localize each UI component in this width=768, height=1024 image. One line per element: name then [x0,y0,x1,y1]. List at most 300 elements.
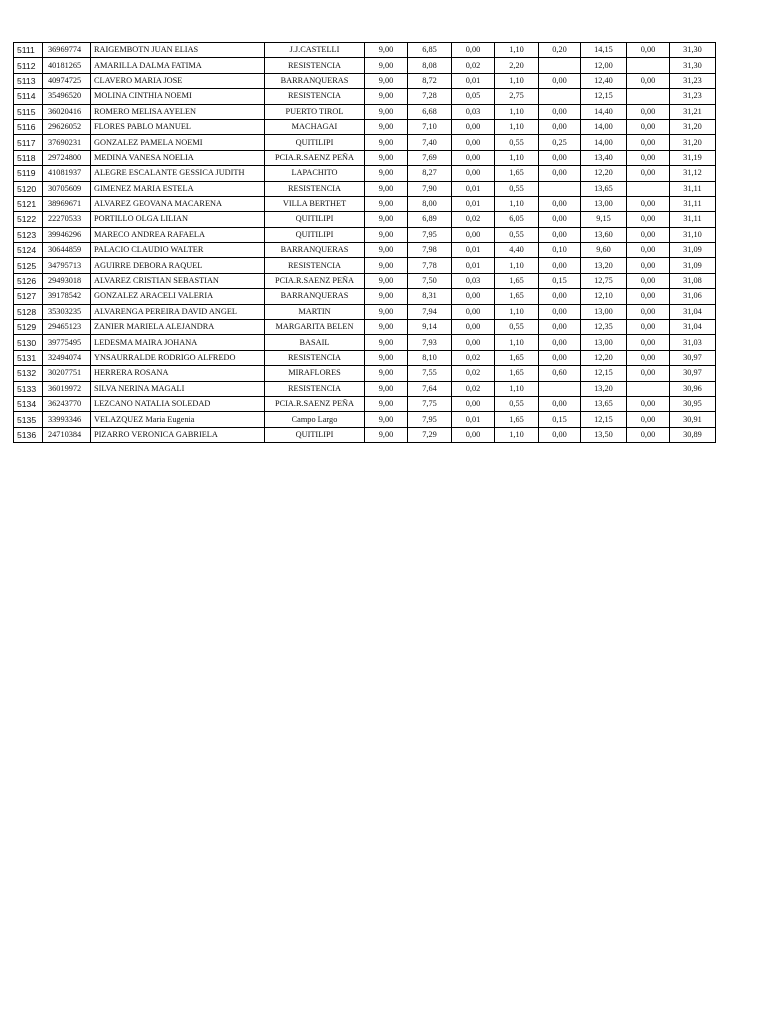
full-name-cell: VELAZQUEZ Maria Eugenia [91,412,265,427]
score-col-7-cell: 0,00 [627,119,670,134]
score-col-5-cell: 0,00 [539,104,581,119]
score-col-4-cell: 2,75 [495,89,539,104]
score-col-5-cell: 0,00 [539,335,581,350]
table-row [14,212,716,227]
order-number-cell: 5116 [14,119,43,134]
score-col-1-cell: 9,00 [365,335,408,350]
score-col-5-cell: 0,00 [539,196,581,211]
score-col-7-cell: 0,00 [627,150,670,165]
score-col-7-cell: 0,00 [627,212,670,227]
score-col-3-cell: 0,00 [452,227,495,242]
order-number-cell: 5113 [14,73,43,88]
total-score-cell: 31,08 [670,273,716,288]
score-col-5-cell: 0,20 [539,43,581,58]
score-col-3-cell: 0,00 [452,335,495,350]
score-col-1-cell: 9,00 [365,243,408,258]
dni-cell: 36243770 [43,396,91,411]
score-col-4-cell: 0,55 [495,320,539,335]
locality-cell: MIRAFLORES [265,366,365,381]
score-col-1-cell: 9,00 [365,304,408,319]
score-col-4-cell: 1,10 [495,335,539,350]
table-row [14,396,716,411]
order-number-cell: 5123 [14,227,43,242]
score-col-3-cell: 0,02 [452,366,495,381]
score-col-6-cell: 14,40 [581,104,627,119]
score-col-4-cell: 1,65 [495,166,539,181]
score-col-1-cell: 9,00 [365,73,408,88]
dni-cell: 40974725 [43,73,91,88]
table-row [14,119,716,134]
order-number-cell: 5117 [14,135,43,150]
score-col-1-cell: 9,00 [365,258,408,273]
score-col-3-cell: 0,01 [452,181,495,196]
score-col-1-cell: 9,00 [365,135,408,150]
score-col-3-cell: 0,00 [452,119,495,134]
table-row [14,335,716,350]
order-number-cell: 5127 [14,289,43,304]
score-col-5-cell: 0,00 [539,427,581,442]
locality-cell: PUERTO TIROL [265,104,365,119]
table-row [14,89,716,104]
score-col-6-cell: 9,15 [581,212,627,227]
score-col-4-cell: 4,40 [495,243,539,258]
score-col-2-cell: 8,00 [408,196,452,211]
score-col-7-cell: 0,00 [627,73,670,88]
dni-cell: 32494074 [43,350,91,365]
score-col-4-cell: 1,10 [495,119,539,134]
locality-cell: RESISTENCIA [265,58,365,73]
locality-cell: PCIA.R.SAENZ PEÑA [265,273,365,288]
table-row [14,73,716,88]
dni-cell: 33993346 [43,412,91,427]
locality-cell: BARRANQUERAS [265,73,365,88]
total-score-cell: 31,03 [670,335,716,350]
score-col-7-cell: 0,00 [627,396,670,411]
score-col-7-cell: 0,00 [627,43,670,58]
table-row [14,273,716,288]
score-col-5-cell: 0,00 [539,73,581,88]
score-col-7-cell: 0,00 [627,227,670,242]
score-col-2-cell: 7,55 [408,366,452,381]
score-col-6-cell: 13,50 [581,427,627,442]
dni-cell: 34795713 [43,258,91,273]
score-col-6-cell: 13,40 [581,150,627,165]
total-score-cell: 31,20 [670,135,716,150]
score-col-1-cell: 9,00 [365,119,408,134]
score-col-7-cell: 0,00 [627,320,670,335]
score-col-5-cell [539,58,581,73]
score-col-7-cell: 0,00 [627,135,670,150]
score-col-7-cell: 0,00 [627,196,670,211]
score-col-1-cell: 9,00 [365,104,408,119]
score-col-4-cell: 1,10 [495,196,539,211]
locality-cell: RESISTENCIA [265,381,365,396]
full-name-cell: MEDINA VANESA NOELIA [91,150,265,165]
score-col-7-cell: 0,00 [627,366,670,381]
order-number-cell: 5122 [14,212,43,227]
score-col-4-cell: 2,20 [495,58,539,73]
score-col-3-cell: 0,05 [452,89,495,104]
table-row [14,166,716,181]
score-col-1-cell: 9,00 [365,150,408,165]
order-number-cell: 5115 [14,104,43,119]
total-score-cell: 31,04 [670,320,716,335]
score-col-7-cell: 0,00 [627,412,670,427]
total-score-cell: 31,11 [670,212,716,227]
score-col-2-cell: 7,95 [408,227,452,242]
score-col-7-cell: 0,00 [627,427,670,442]
total-score-cell: 30,95 [670,396,716,411]
full-name-cell: CLAVERO MARIA JOSE [91,73,265,88]
total-score-cell: 31,09 [670,243,716,258]
order-number-cell: 5124 [14,243,43,258]
order-number-cell: 5120 [14,181,43,196]
score-col-6-cell: 12,15 [581,412,627,427]
score-col-5-cell [539,181,581,196]
table-row [14,427,716,442]
locality-cell: LAPACHITO [265,166,365,181]
score-col-4-cell: 1,65 [495,273,539,288]
total-score-cell: 31,20 [670,119,716,134]
locality-cell: BASAIL [265,335,365,350]
score-col-2-cell: 7,69 [408,150,452,165]
dni-cell: 30644859 [43,243,91,258]
total-score-cell: 30,91 [670,412,716,427]
table-row [14,243,716,258]
score-col-3-cell: 0,00 [452,43,495,58]
total-score-cell: 31,11 [670,181,716,196]
locality-cell: VILLA BERTHET [265,196,365,211]
total-score-cell: 31,30 [670,43,716,58]
dni-cell: 29724800 [43,150,91,165]
dni-cell: 41081937 [43,166,91,181]
score-col-3-cell: 0,00 [452,135,495,150]
score-col-2-cell: 7,50 [408,273,452,288]
locality-cell: QUITILIPI [265,212,365,227]
order-number-cell: 5134 [14,396,43,411]
full-name-cell: GONZALEZ PAMELA NOEMI [91,135,265,150]
score-col-4-cell: 1,65 [495,289,539,304]
locality-cell: QUITILIPI [265,227,365,242]
total-score-cell: 31,23 [670,73,716,88]
score-col-2-cell: 7,93 [408,335,452,350]
full-name-cell: GONZALEZ ARACELI VALERIA [91,289,265,304]
order-number-cell: 5129 [14,320,43,335]
score-col-1-cell: 9,00 [365,58,408,73]
score-col-3-cell: 0,02 [452,350,495,365]
ranking-table-body [14,43,716,443]
score-col-6-cell: 12,10 [581,289,627,304]
score-col-6-cell: 14,00 [581,119,627,134]
total-score-cell: 31,21 [670,104,716,119]
locality-cell: RESISTENCIA [265,258,365,273]
table-row [14,320,716,335]
score-col-6-cell: 13,00 [581,304,627,319]
dni-cell: 29465123 [43,320,91,335]
score-col-7-cell: 0,00 [627,166,670,181]
score-col-6-cell: 12,20 [581,166,627,181]
locality-cell: BARRANQUERAS [265,289,365,304]
score-col-2-cell: 8,31 [408,289,452,304]
score-col-4-cell: 1,10 [495,381,539,396]
order-number-cell: 5128 [14,304,43,319]
full-name-cell: GIMENEZ MARIA ESTELA [91,181,265,196]
score-col-5-cell: 0,00 [539,227,581,242]
total-score-cell: 31,04 [670,304,716,319]
score-col-5-cell: 0,00 [539,166,581,181]
dni-cell: 39775495 [43,335,91,350]
order-number-cell: 5133 [14,381,43,396]
score-col-4-cell: 1,10 [495,258,539,273]
score-col-5-cell: 0,00 [539,119,581,134]
score-col-1-cell: 9,00 [365,320,408,335]
score-col-3-cell: 0,00 [452,427,495,442]
score-col-3-cell: 0,03 [452,104,495,119]
table-row [14,227,716,242]
score-col-3-cell: 0,01 [452,243,495,258]
score-col-4-cell: 1,10 [495,104,539,119]
score-col-1-cell: 9,00 [365,396,408,411]
score-col-4-cell: 1,10 [495,427,539,442]
order-number-cell: 5119 [14,166,43,181]
table-row [14,381,716,396]
order-number-cell: 5135 [14,412,43,427]
score-col-2-cell: 8,10 [408,350,452,365]
full-name-cell: HERRERA ROSANA [91,366,265,381]
score-col-1-cell: 9,00 [365,289,408,304]
order-number-cell: 5111 [14,43,43,58]
dni-cell: 38969671 [43,196,91,211]
total-score-cell: 30,97 [670,366,716,381]
score-col-2-cell: 6,85 [408,43,452,58]
score-col-7-cell: 0,00 [627,304,670,319]
score-col-7-cell: 0,00 [627,289,670,304]
score-col-6-cell: 12,00 [581,58,627,73]
score-col-5-cell: 0,00 [539,396,581,411]
score-col-3-cell: 0,00 [452,289,495,304]
total-score-cell: 31,19 [670,150,716,165]
score-col-6-cell: 13,65 [581,396,627,411]
score-col-7-cell: 0,00 [627,335,670,350]
score-col-3-cell: 0,00 [452,396,495,411]
order-number-cell: 5126 [14,273,43,288]
score-col-5-cell: 0,00 [539,289,581,304]
table-row [14,412,716,427]
score-col-2-cell: 8,27 [408,166,452,181]
order-number-cell: 5121 [14,196,43,211]
score-col-2-cell: 7,10 [408,119,452,134]
dni-cell: 36969774 [43,43,91,58]
dni-cell: 30705609 [43,181,91,196]
score-col-4-cell: 0,55 [495,227,539,242]
total-score-cell: 31,06 [670,289,716,304]
score-col-3-cell: 0,01 [452,258,495,273]
table-row [14,43,716,58]
score-col-3-cell: 0,00 [452,304,495,319]
score-col-4-cell: 1,10 [495,304,539,319]
score-col-5-cell: 0,25 [539,135,581,150]
dni-cell: 36019972 [43,381,91,396]
table-row [14,304,716,319]
score-col-5-cell: 0,00 [539,350,581,365]
full-name-cell: FLORES PABLO MANUEL [91,119,265,134]
score-col-5-cell [539,89,581,104]
score-col-5-cell: 0,15 [539,412,581,427]
table-row [14,350,716,365]
dni-cell: 35496520 [43,89,91,104]
score-col-4-cell: 6,05 [495,212,539,227]
score-col-1-cell: 9,00 [365,273,408,288]
locality-cell: RESISTENCIA [265,89,365,104]
ranking-table [13,42,716,443]
full-name-cell: PORTILLO OLGA LILIAN [91,212,265,227]
score-col-2-cell: 7,40 [408,135,452,150]
locality-cell: BARRANQUERAS [265,243,365,258]
dni-cell: 29493018 [43,273,91,288]
locality-cell: J.J.CASTELLI [265,43,365,58]
full-name-cell: RAIGEMBOTN JUAN ELIAS [91,43,265,58]
total-score-cell: 30,89 [670,427,716,442]
score-col-7-cell [627,58,670,73]
score-col-5-cell: 0,00 [539,320,581,335]
locality-cell: Campo Largo [265,412,365,427]
score-col-5-cell: 0,00 [539,304,581,319]
order-number-cell: 5136 [14,427,43,442]
full-name-cell: LEDESMA MAIRA JOHANA [91,335,265,350]
locality-cell: PCIA.R.SAENZ PEÑA [265,396,365,411]
score-col-6-cell: 12,35 [581,320,627,335]
score-col-2-cell: 8,08 [408,58,452,73]
score-col-5-cell: 0,00 [539,258,581,273]
table-row [14,196,716,211]
score-col-2-cell: 7,64 [408,381,452,396]
score-col-2-cell: 7,29 [408,427,452,442]
dni-cell: 29626052 [43,119,91,134]
locality-cell: RESISTENCIA [265,181,365,196]
score-col-6-cell: 12,75 [581,273,627,288]
table-row [14,366,716,381]
table-row [14,289,716,304]
score-col-7-cell [627,381,670,396]
score-col-7-cell: 0,00 [627,243,670,258]
score-col-6-cell: 13,20 [581,381,627,396]
table-row [14,104,716,119]
score-col-2-cell: 6,68 [408,104,452,119]
score-col-4-cell: 1,65 [495,350,539,365]
table-row [14,135,716,150]
score-col-6-cell: 13,65 [581,181,627,196]
table-row [14,258,716,273]
total-score-cell: 31,10 [670,227,716,242]
table-row [14,150,716,165]
dni-cell: 39178542 [43,289,91,304]
score-col-1-cell: 9,00 [365,89,408,104]
full-name-cell: ALVARENGA PEREIRA DAVID ANGEL [91,304,265,319]
score-col-5-cell: 0,10 [539,243,581,258]
total-score-cell: 31,23 [670,89,716,104]
locality-cell: MARTIN [265,304,365,319]
score-col-3-cell: 0,01 [452,73,495,88]
locality-cell: MARGARITA BELEN [265,320,365,335]
total-score-cell: 31,30 [670,58,716,73]
score-col-3-cell: 0,02 [452,381,495,396]
score-col-4-cell: 0,55 [495,135,539,150]
score-col-7-cell: 0,00 [627,258,670,273]
table-row [14,181,716,196]
locality-cell: PCIA.R.SAENZ PEÑA [265,150,365,165]
score-col-6-cell: 12,40 [581,73,627,88]
full-name-cell: SILVA NERINA MAGALI [91,381,265,396]
dni-cell: 35303235 [43,304,91,319]
score-col-6-cell: 13,00 [581,196,627,211]
order-number-cell: 5112 [14,58,43,73]
full-name-cell: ALVAREZ GEOVANA MACARENA [91,196,265,211]
score-col-3-cell: 0,00 [452,150,495,165]
score-col-5-cell: 0,00 [539,150,581,165]
score-col-7-cell: 0,00 [627,273,670,288]
order-number-cell: 5125 [14,258,43,273]
score-col-5-cell: 0,15 [539,273,581,288]
score-col-1-cell: 9,00 [365,166,408,181]
score-col-5-cell [539,381,581,396]
full-name-cell: ALVAREZ CRISTIAN SEBASTIAN [91,273,265,288]
score-col-6-cell: 13,60 [581,227,627,242]
score-col-6-cell: 12,20 [581,350,627,365]
score-col-1-cell: 9,00 [365,381,408,396]
score-col-1-cell: 9,00 [365,212,408,227]
score-col-2-cell: 7,75 [408,396,452,411]
order-number-cell: 5132 [14,366,43,381]
score-col-1-cell: 9,00 [365,181,408,196]
dni-cell: 40181265 [43,58,91,73]
locality-cell: RESISTENCIA [265,350,365,365]
dni-cell: 24710384 [43,427,91,442]
score-col-1-cell: 9,00 [365,227,408,242]
full-name-cell: ALEGRE ESCALANTE GESSICA JUDITH [91,166,265,181]
total-score-cell: 31,09 [670,258,716,273]
score-col-3-cell: 0,00 [452,166,495,181]
score-col-1-cell: 9,00 [365,427,408,442]
score-col-2-cell: 7,94 [408,304,452,319]
dni-cell: 37690231 [43,135,91,150]
score-col-3-cell: 0,03 [452,273,495,288]
score-col-5-cell: 0,60 [539,366,581,381]
score-col-6-cell: 12,15 [581,89,627,104]
full-name-cell: ZANIER MARIELA ALEJANDRA [91,320,265,335]
score-col-2-cell: 7,78 [408,258,452,273]
total-score-cell: 31,12 [670,166,716,181]
full-name-cell: AGUIRRE DEBORA RAQUEL [91,258,265,273]
score-col-6-cell: 13,00 [581,335,627,350]
locality-cell: MACHAGAI [265,119,365,134]
score-col-2-cell: 9,14 [408,320,452,335]
score-col-3-cell: 0,01 [452,196,495,211]
score-col-4-cell: 1,65 [495,412,539,427]
full-name-cell: AMARILLA DALMA FATIMA [91,58,265,73]
score-col-4-cell: 1,10 [495,43,539,58]
score-col-3-cell: 0,01 [452,412,495,427]
score-col-4-cell: 0,55 [495,396,539,411]
full-name-cell: MOLINA CINTHIA NOEMI [91,89,265,104]
score-col-2-cell: 7,95 [408,412,452,427]
full-name-cell: PIZARRO VERONICA GABRIELA [91,427,265,442]
score-col-7-cell [627,89,670,104]
order-number-cell: 5130 [14,335,43,350]
dni-cell: 30207751 [43,366,91,381]
dni-cell: 36020416 [43,104,91,119]
score-col-6-cell: 13,20 [581,258,627,273]
score-col-6-cell: 12,15 [581,366,627,381]
